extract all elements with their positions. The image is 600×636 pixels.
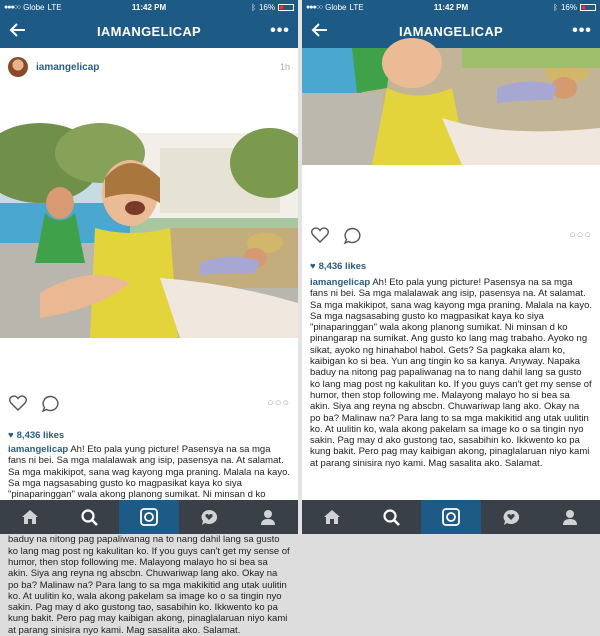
tab-profile[interactable] (238, 500, 298, 534)
caption-text: Ah! Eto pala yung picture! Pasensya na sa mga fans ni bei. Sa mga malalawak ang isip, pasensya na. At salamat. Sa mga makikipot, sana wag kayong mga praning. Malala na kayo. Sa mga nagsasabing gusto ko magpasikat kaya ko siya "pinaparinggan" wala akong planong sumikat. Ni minsan d ko pinangarap na sumikat. Ang gusto ko lang mag trabaho. Ayoko ng sikat, ayoko ng hinahabol habol. Gets? Sa pagkaka alam ko, kaibigan ko si bea. Yun ang tingin ko sa kanya. Anyway. Napaka baduy na nitong pag papaliwanag na to nang dahil lang sa gusto ko lang mag post ng kakulitan ko. If you guys can't get my sense of humor, then stop following me. Malayong malayo ho si bea sa akin. Siya ang reyna ng abscbn. Chuwariwap lang ako. Okay na po ba? Malinaw na? Para lang to sa mga makikitid ang utak uulitin ko. At uulitin ko, wala akong pakelam sa image ko o sa tingin nyo sakin. Pag may d ako gustong tao, sasabihin ko. Ikkwento ko pa kung bakit. Pero pag may kaibigan akong, pinaglalaruan niyo kami at parang sinisira nyo kami. Mag sasalita ako. Salamat. (310, 277, 592, 469)
bluetooth-icon: ᛒ (553, 2, 558, 12)
likes-text: 8,436 likes (16, 430, 65, 441)
post-actions (8, 393, 290, 413)
tab-bar (302, 500, 600, 534)
activity-bubble-icon (200, 509, 218, 526)
signal-icon: ●●●○○ (4, 3, 21, 11)
activity-bubble-icon (502, 509, 520, 526)
signal-icon: ●●●○○ (306, 3, 323, 11)
likes-count[interactable] (8, 430, 290, 441)
tab-profile[interactable] (540, 500, 600, 534)
likes-text: 8,436 likes (318, 261, 367, 272)
camera-icon (140, 508, 158, 526)
nav-bar (0, 14, 298, 48)
more-options-button[interactable]: ••• (270, 22, 290, 39)
comment-button[interactable] (342, 225, 362, 245)
tab-home[interactable] (0, 500, 60, 534)
tab-camera[interactable] (421, 500, 481, 534)
comment-bubble-icon (343, 227, 361, 244)
caption-username[interactable]: iamangelicap (8, 444, 69, 455)
post-username[interactable]: iamangelicap (36, 61, 100, 73)
post-photo[interactable] (0, 133, 298, 338)
tab-search[interactable] (60, 500, 120, 534)
tab-home[interactable] (302, 500, 362, 534)
post-actions (310, 225, 592, 245)
like-button[interactable] (8, 393, 28, 413)
post-photo[interactable] (302, 48, 600, 165)
post-caption (310, 277, 592, 469)
likes-count[interactable] (310, 261, 592, 272)
home-icon (21, 509, 39, 525)
nav-bar (302, 14, 600, 48)
search-icon (81, 509, 98, 526)
tab-search[interactable] (362, 500, 422, 534)
caption-text: Ah! Eto pala yung picture! Pasensya na sa mga fans ni bei. Sa mga malalawak ang isip, pasensya na. At salamat. Sa mga makikipot, sana wag kayong mga praning. Malala na kayo. Sa mga nagsasabing gusto ko magpasikat kaya ko siya "pinaparinggan" wala akong planong sumikat. Ni minsan d ko baduy na nitong pag papaliwanag na to nang dahil lang sa gusto ko lang mag post ng kakulitan ko. If you guys can't get my sense of humor, then stop following me. Malayong malayo ho si bea sa akin. Siya ang reyna ng abscbn. Chuwariwap lang ako. Okay na po ba? Malinaw na? Para lang to sa mga makikitid ang utak uulitin ko. At uulitin ko, wala akong pakelam sa image ko o sa tingin nyo sakin. Pag may d ako gustong tao, sasabihin ko. Ikkwento ko pa kung bakit. Pero pag may kaibigan akong, pinaglalaruan niyo kami at parang sinisira nyo kami. Mag sasalita ako. Salamat. (8, 444, 290, 636)
status-bar (0, 0, 298, 14)
post-more-button[interactable]: ○○○ (267, 397, 290, 409)
caption-username[interactable]: iamangelicap (310, 277, 371, 288)
heart-small-icon: ♥ (8, 430, 14, 441)
comment-bubble-icon (41, 395, 59, 412)
more-options-button[interactable]: ••• (572, 22, 592, 39)
battery-percent: 16% (258, 2, 275, 12)
avatar[interactable] (8, 57, 28, 77)
carrier-name: Globe (23, 2, 45, 12)
battery-icon (580, 4, 596, 11)
post-time: 1h (279, 62, 290, 72)
tab-bar (0, 500, 298, 534)
heart-icon (9, 395, 27, 411)
post-caption (8, 444, 290, 636)
heart-small-icon: ♥ (310, 261, 316, 272)
status-bar (302, 0, 600, 14)
profile-icon (562, 509, 578, 526)
right-screen (302, 0, 600, 534)
bluetooth-icon: ᛒ (251, 2, 256, 12)
camera-icon (442, 508, 460, 526)
back-button[interactable] (302, 21, 338, 41)
status-time: 11:42 PM (433, 2, 469, 12)
like-button[interactable] (310, 225, 330, 245)
tab-activity[interactable] (481, 500, 541, 534)
network-type: LTE (47, 2, 62, 12)
battery-icon (278, 4, 294, 11)
search-icon (383, 509, 400, 526)
battery-percent: 16% (560, 2, 577, 12)
comment-button[interactable] (40, 393, 60, 413)
network-type: LTE (349, 2, 364, 12)
heart-icon (311, 227, 329, 243)
back-button[interactable] (0, 21, 36, 41)
profile-icon (260, 509, 276, 526)
page-title: IAMANGELICAP (97, 23, 201, 39)
left-screen (0, 0, 298, 636)
home-icon (323, 509, 341, 525)
page-title: IAMANGELICAP (399, 23, 503, 39)
back-arrow-icon (312, 23, 328, 37)
post-header (0, 56, 298, 78)
tab-activity[interactable] (179, 500, 239, 534)
status-time: 11:42 PM (131, 2, 167, 12)
back-arrow-icon (10, 23, 26, 37)
tab-camera[interactable] (119, 500, 179, 534)
post-more-button[interactable]: ○○○ (569, 229, 592, 241)
carrier-name: Globe (325, 2, 347, 12)
